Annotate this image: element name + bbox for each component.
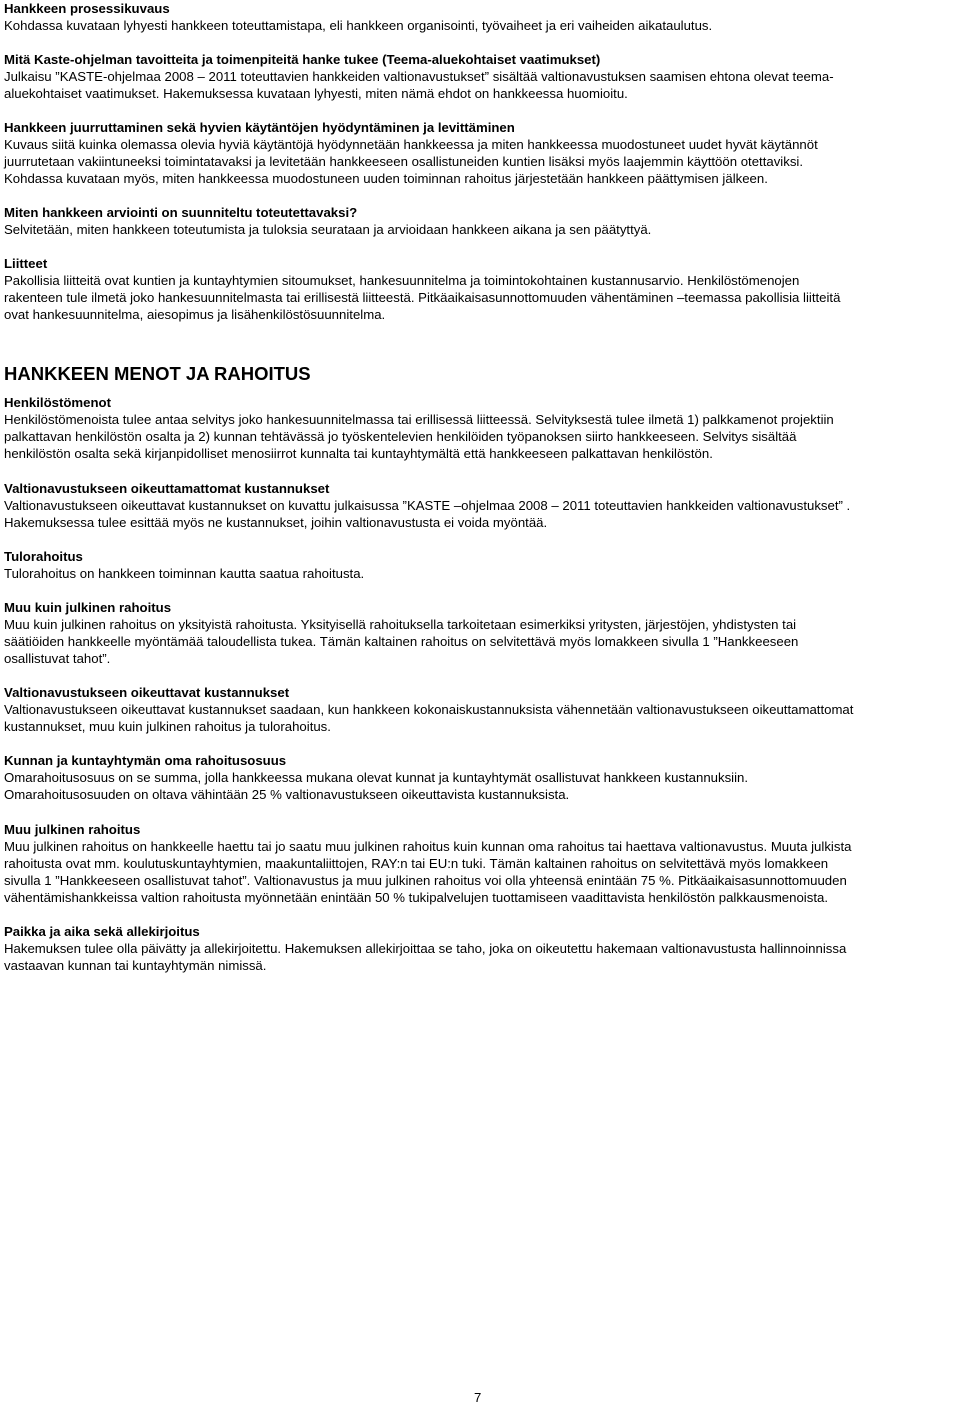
paragraph-line: kustannukset, muu kuin julkinen rahoitus ja tulorahoitus. — [4, 719, 331, 734]
paragraph-line: Valtionavustukseen oikeuttavat kustannukset saadaan, kun hankkeen kokonaiskustannuksista vähennetään valtionavustukseen oikeuttamattomat — [4, 702, 854, 717]
paragraph-line: rakenteen tule ilmetä joko hankesuunnitelmasta tai erillisestä liitteestä. Pitkäaikaisasunnottomuuden vähentäminen –teemassa pakollisia liitteitä — [4, 290, 841, 305]
section-heading: Hankkeen prosessikuvaus — [4, 1, 170, 16]
paragraph-line: Omarahoitusosuuden on oltava vähintään 25 % valtionavustukseen oikeuttavista kustannuksista. — [4, 787, 570, 802]
paragraph-line: säätiöiden hankkeelle myöntämää taloudellista tukea. Tämän kaltainen rahoitus on selvitettävä myös lomakkeen sivulla 1 ”Hankkeeseen — [4, 634, 799, 649]
paragraph-line: Selvitetään, miten hankkeen toteutumista ja tuloksia seurataan ja arvioidaan hankkeen aikana ja sen päätyttyä. — [4, 222, 652, 237]
section-heading: Henkilöstömenot — [4, 395, 111, 410]
paragraph-line: Hakemuksessa tulee esittää myös ne kustannukset, joihin valtionavustusta ei voida myöntää. — [4, 515, 548, 530]
paragraph-line: Muu kuin julkinen rahoitus on yksityistä rahoitusta. Yksityisellä rahoituksella tarkoitetaan esimerkiksi yritysten, järjestöjen, yhdistysten tai — [4, 617, 797, 632]
paragraph-line: vähentämishankkeissa valtion rahoitusta myönnetään enintään 50 % tukipalvelujen tuottamiseen vaadittavista henkilöstön palkkausmenoista. — [4, 890, 828, 905]
paragraph-line: Tulorahoitus on hankkeen toiminnan kautta saatua rahoitusta. — [4, 566, 365, 581]
paragraph-line: juurrutetaan vakiintuneeksi toimintatavaksi ja levitetään hankkeeseen osallistuneiden kuntien lisäksi myös laajemmin käyttöön otettaviksi. — [4, 154, 804, 169]
section-heading: Valtionavustukseen oikeuttamattomat kustannukset — [4, 481, 330, 496]
section-heading: Muu kuin julkinen rahoitus — [4, 600, 172, 615]
main-title: HANKKEEN MENOT JA RAHOITUS — [4, 363, 311, 384]
section-heading: Mitä Kaste-ohjelman tavoitteita ja toimenpiteitä hanke tukee (Teema-aluekohtaiset vaatimukset) — [4, 52, 601, 67]
section-heading: Paikka ja aika sekä allekirjoitus — [4, 924, 200, 939]
section-heading: Valtionavustukseen oikeuttavat kustannukset — [4, 685, 290, 700]
section-heading: Muu julkinen rahoitus — [4, 822, 141, 837]
section-heading: Miten hankkeen arviointi on suunniteltu toteutettavaksi? — [4, 205, 358, 220]
paragraph-line: Henkilöstömenoista tulee antaa selvitys joko hankesuunnitelmassa tai erillisessä liitteessä. Selvityksestä tulee ilmetä 1) palkkamenot projektiin — [4, 412, 834, 427]
paragraph-line: Kohdassa kuvataan lyhyesti hankkeen toteuttamistapa, eli hankkeen organisointi, työvaiheet ja eri vaiheiden aikataulutus. — [4, 18, 713, 33]
section-heading: Liitteet — [4, 256, 48, 271]
paragraph-line: sivulla 1 ”Hankkeeseen osallistuvat tahot”. Valtionavustus ja muu julkinen rahoitus voi olla yhteensä enintään 75 %. Pitkäaikaisasunnottomuuden — [4, 873, 847, 888]
paragraph-line: Julkaisu ”KASTE-ohjelmaa 2008 – 2011 toteuttavien hankkeiden valtionavustukset” sisältää valtionavustuksen saamisen ehtona olevat teema- — [4, 69, 834, 84]
paragraph-line: Pakollisia liitteitä ovat kuntien ja kuntayhtymien sitoumukset, hankesuunnitelma ja toimintokohtainen kustannusarvio. Henkilöstömenojen — [4, 273, 800, 288]
section-heading: Kunnan ja kuntayhtymän oma rahoitusosuus — [4, 753, 287, 768]
paragraph-line: vastaavan kunnan tai kuntayhtymän nimissä. — [4, 958, 267, 973]
section-heading: Hankkeen juurruttaminen sekä hyvien käytäntöjen hyödyntäminen ja levittäminen — [4, 120, 515, 135]
paragraph-line: rahoitusta ovat mm. koulutuskuntayhtymien, maakuntaliittojen, RAY:n tai EU:n tuki. Tämän kaltainen rahoitus on selvitettävä myös lomakkeen — [4, 856, 829, 871]
paragraph-line: Kohdassa kuvataan myös, miten hankkeessa muodostuneen uuden toiminnan rahoitus järjestetään hankkeen päättymisen jälkeen. — [4, 171, 768, 186]
paragraph-line: henkilöstön osalta sekä kirjanpidolliset menosiirrot kunnalta tai kuntayhtymältä että hankkeeseen palkattavan henkilöstön. — [4, 446, 713, 461]
paragraph-line: Muu julkinen rahoitus on hankkeelle haettu tai jo saatu muu julkinen rahoitus kuin kunnan oma rahoitus tai haettava valtionavustus. Muuta julkista — [4, 839, 852, 854]
paragraph-line: Kuvaus siitä kuinka olemassa olevia hyviä käytäntöjä hyödynnetään hankkeessa ja miten hankkeessa muodostuneet uudet hyvät käytännöt — [4, 137, 818, 152]
paragraph-line: aluekohtaiset vaatimukset. Hakemuksessa kuvataan lyhyesti, miten nämä ehdot on hankkeessa huomioitu. — [4, 86, 628, 101]
paragraph-line: osallistuvat tahot”. — [4, 651, 111, 666]
paragraph-line: Valtionavustukseen oikeuttavat kustannukset on kuvattu julkaisussa ”KASTE –ohjelmaa 2008 – 2011 toteuttavien hankkeiden valtionavustukset” . — [4, 498, 851, 513]
paragraph-line: ovat hankesuunnitelma, aiesopimus ja lisähenkilöstösuunnitelma. — [4, 307, 386, 322]
paragraph-line: Omarahoitusosuus on se summa, jolla hankkeessa mukana olevat kunnat ja kuntayhtymät osallistuvat hankkeen kustannuksiin. — [4, 770, 749, 785]
paragraph-line: palkattavan henkilöstön osalta ja 2) kunnan tehtävässä jo työskentelevien henkilöiden työpanoksen siirto hankkeeseen. Selvitys sisältää — [4, 429, 797, 444]
section-heading: Tulorahoitus — [4, 549, 83, 564]
paragraph-line: Hakemuksen tulee olla päivätty ja allekirjoitettu. Hakemuksen allekirjoittaa se taho, joka on oikeutettu hakemaan valtionavustusta hallinnoinnissa — [4, 941, 847, 956]
page-number: 7 — [474, 1390, 482, 1405]
